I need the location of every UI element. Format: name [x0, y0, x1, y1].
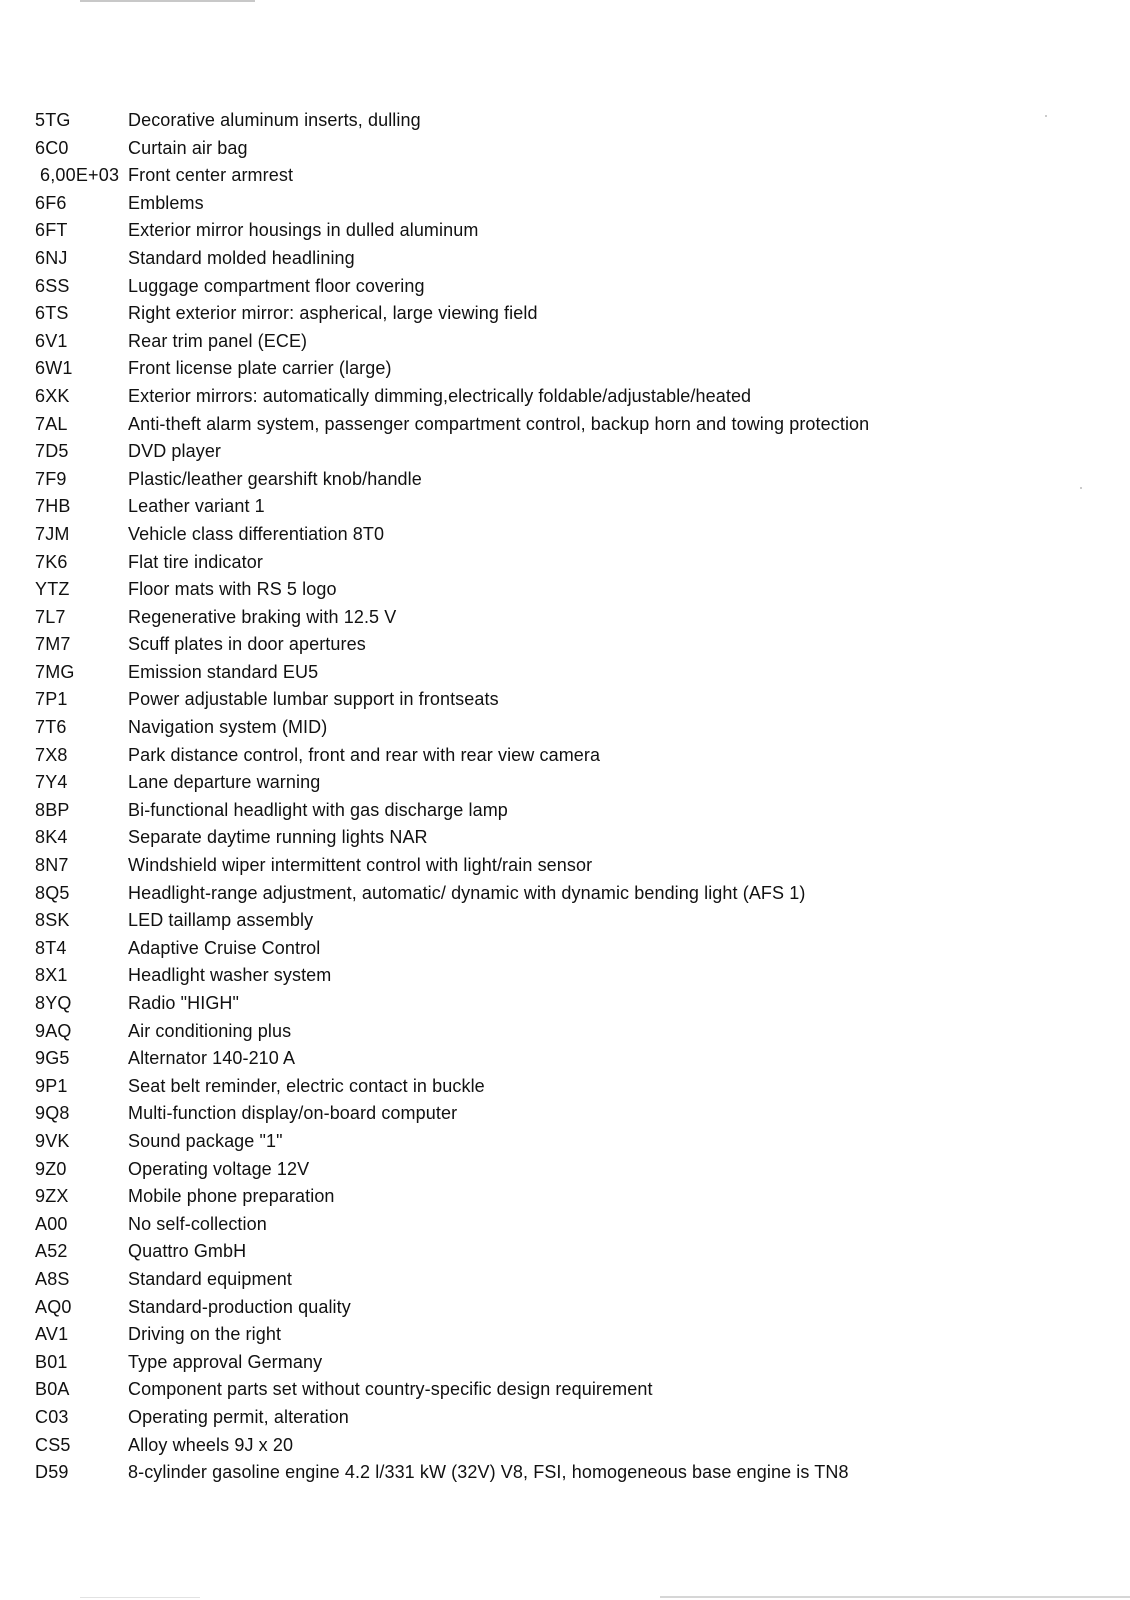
option-row — [0, 300, 1130, 328]
option-description: Right exterior mirror: aspherical, large viewing field — [128, 303, 538, 324]
option-row — [0, 1349, 1130, 1377]
option-row — [0, 107, 1130, 135]
option-code: 7MG — [35, 661, 75, 682]
option-code: 7AL — [35, 413, 68, 434]
option-description: Driving on the right — [128, 1324, 282, 1345]
option-row — [0, 1156, 1130, 1184]
option-description: Alternator 140-210 A — [128, 1048, 296, 1069]
option-row — [0, 576, 1130, 604]
option-code: 7T6 — [35, 717, 67, 738]
option-description: Bi-functional headlight with gas discharge lamp — [128, 799, 508, 820]
option-description: Headlight-range adjustment, automatic/ dynamic with dynamic bending light (AFS 1) — [128, 882, 806, 903]
option-row — [0, 962, 1130, 990]
option-description: 8-cylinder gasoline engine 4.2 l/331 kW (32V) V8, FSI, homogeneous base engine is TN8 — [128, 1462, 849, 1483]
option-row — [0, 631, 1130, 659]
option-row — [0, 686, 1130, 714]
option-code: B0A — [35, 1379, 70, 1400]
scan-edge-line-top — [80, 0, 255, 2]
option-description: Windshield wiper intermittent control with light/rain sensor — [128, 855, 593, 876]
option-description: Alloy wheels 9J x 20 — [128, 1434, 294, 1455]
option-code: 7K6 — [35, 551, 68, 572]
option-row — [0, 742, 1130, 770]
option-description: Standard molded headlining — [128, 247, 355, 268]
option-description: Quattro GmbH — [128, 1241, 247, 1262]
option-description: Headlight washer system — [128, 965, 332, 986]
option-row — [0, 217, 1130, 245]
option-row — [0, 1404, 1130, 1432]
option-description: DVD player — [128, 441, 222, 462]
option-row — [0, 466, 1130, 494]
option-code: 7JM — [35, 523, 70, 544]
option-row — [0, 852, 1130, 880]
option-description: Power adjustable lumbar support in frontseats — [128, 689, 499, 710]
option-description: Luggage compartment floor covering — [128, 275, 425, 296]
option-description: Seat belt reminder, electric contact in buckle — [128, 1075, 485, 1096]
option-code: 6W1 — [35, 358, 73, 379]
option-description: Air conditioning plus — [128, 1020, 292, 1041]
option-code: CS5 — [35, 1434, 71, 1455]
option-code: 5TG — [35, 110, 71, 130]
option-code: 6TS — [35, 303, 69, 324]
option-description: Exterior mirrors: automatically dimming,electrically foldable/adjustable/heated — [128, 385, 752, 406]
option-description: Plastic/leather gearshift knob/handle — [128, 468, 422, 489]
option-row — [0, 1128, 1130, 1156]
option-description: LED taillamp assembly — [128, 910, 314, 931]
option-description: No self-collection — [128, 1213, 267, 1234]
option-code: 9G5 — [35, 1048, 70, 1069]
option-description: Standard equipment — [128, 1268, 292, 1289]
option-code: 7P1 — [35, 689, 68, 710]
option-code: 8YQ — [35, 993, 72, 1013]
option-row — [0, 1073, 1130, 1101]
option-code: 9Z0 — [35, 1158, 67, 1179]
option-code: 8SK — [35, 910, 70, 931]
option-code: 6XK — [35, 385, 70, 406]
option-row — [0, 355, 1130, 383]
option-row — [0, 880, 1130, 908]
option-description: Front license plate carrier (large) — [128, 358, 392, 379]
option-description: Front center armrest — [128, 165, 294, 186]
option-description: Operating voltage 12V — [128, 1158, 310, 1179]
option-description: Navigation system (MID) — [128, 717, 328, 738]
option-row — [0, 1018, 1130, 1046]
option-description: Decorative aluminum inserts, dulling — [128, 110, 421, 130]
option-description: Flat tire indicator — [128, 551, 263, 572]
option-code: 7M7 — [35, 634, 71, 655]
option-description: Scuff plates in door apertures — [128, 634, 366, 655]
option-code: 6NJ — [35, 247, 68, 268]
option-code: 6FT — [35, 220, 68, 241]
option-code: A8S — [35, 1268, 70, 1289]
option-row — [0, 135, 1130, 163]
option-row — [0, 797, 1130, 825]
option-row — [0, 1238, 1130, 1266]
option-code: YTZ — [35, 579, 70, 600]
option-row — [0, 383, 1130, 411]
option-row — [0, 438, 1130, 466]
option-description: Component parts set without country-specific design requirement — [128, 1379, 653, 1400]
option-description: Adaptive Cruise Control — [128, 937, 321, 958]
option-code: 7X8 — [35, 744, 68, 765]
option-description: Standard-production quality — [128, 1296, 351, 1317]
option-code: 7D5 — [35, 441, 69, 462]
option-code: A00 — [35, 1213, 68, 1234]
option-code: A52 — [35, 1241, 68, 1262]
option-row — [0, 990, 1130, 1018]
option-code: 6C0 — [35, 137, 69, 158]
option-row — [0, 1294, 1130, 1322]
option-row — [0, 604, 1130, 632]
option-description: Operating permit, alteration — [128, 1406, 349, 1427]
option-row — [0, 521, 1130, 549]
option-description: Type approval Germany — [128, 1351, 323, 1372]
option-row — [0, 190, 1130, 218]
option-row — [0, 1183, 1130, 1211]
option-code: 6V1 — [35, 330, 68, 351]
option-description: Anti-theft alarm system, passenger compartment control, backup horn and towing protection — [128, 413, 870, 434]
option-description: Floor mats with RS 5 logo — [128, 579, 337, 600]
option-row — [0, 1266, 1130, 1294]
option-description: Separate daytime running lights NAR — [128, 827, 428, 848]
option-row — [0, 1045, 1130, 1073]
option-row — [0, 1211, 1130, 1239]
option-code: 7Y4 — [35, 772, 68, 793]
option-description: Multi-function display/on-board computer — [128, 1103, 458, 1124]
option-row — [0, 162, 1130, 190]
option-code: AV1 — [35, 1324, 69, 1345]
option-description: Curtain air bag — [128, 137, 248, 158]
option-row — [0, 824, 1130, 852]
option-code: 9Q8 — [35, 1103, 70, 1124]
option-code: B01 — [35, 1351, 68, 1372]
option-description: Lane departure warning — [128, 772, 321, 793]
scan-edge-line-bottom — [660, 1596, 1130, 1598]
option-row — [0, 714, 1130, 742]
option-code: 6F6 — [35, 192, 67, 213]
option-description: Rear trim panel (ECE) — [128, 330, 308, 351]
option-code: 6,00E+03 — [40, 165, 120, 186]
option-description: Radio "HIGH" — [128, 993, 240, 1013]
option-row — [0, 549, 1130, 577]
option-code: AQ0 — [35, 1296, 72, 1317]
option-row — [0, 273, 1130, 301]
option-row — [0, 1432, 1130, 1460]
equipment-options-list — [0, 107, 1130, 1487]
option-row — [0, 935, 1130, 963]
scan-edge-line-bottom-left — [80, 1597, 200, 1598]
option-row — [0, 328, 1130, 356]
option-row — [0, 1459, 1130, 1487]
option-code: 6SS — [35, 275, 70, 296]
option-description: Regenerative braking with 12.5 V — [128, 606, 397, 627]
option-row — [0, 659, 1130, 687]
option-row — [0, 769, 1130, 797]
option-code: 7HB — [35, 496, 71, 517]
option-description: Emblems — [128, 192, 204, 213]
option-code: 8T4 — [35, 937, 67, 958]
option-row — [0, 907, 1130, 935]
option-code: 8Q5 — [35, 882, 70, 903]
option-description: Sound package "1" — [128, 1130, 283, 1151]
option-code: 8K4 — [35, 827, 68, 848]
option-description: Emission standard EU5 — [128, 661, 319, 682]
option-code: D59 — [35, 1462, 69, 1483]
option-description: Leather variant 1 — [128, 496, 265, 517]
option-code: 8BP — [35, 799, 70, 820]
option-code: 9P1 — [35, 1075, 68, 1096]
option-code: C03 — [35, 1406, 69, 1427]
option-row — [0, 1321, 1130, 1349]
option-code: 9VK — [35, 1130, 70, 1151]
option-code: 8N7 — [35, 855, 69, 876]
option-code: 9ZX — [35, 1186, 69, 1207]
option-row — [0, 1376, 1130, 1404]
option-description: Park distance control, front and rear with rear view camera — [128, 744, 601, 765]
option-row — [0, 245, 1130, 273]
option-row — [0, 493, 1130, 521]
option-row — [0, 411, 1130, 439]
option-description: Exterior mirror housings in dulled aluminum — [128, 220, 479, 241]
option-code: 9AQ — [35, 1020, 72, 1041]
option-code: 8X1 — [35, 965, 68, 986]
option-code: 7F9 — [35, 468, 67, 489]
option-code: 7L7 — [35, 606, 66, 627]
option-description: Vehicle class differentiation 8T0 — [128, 523, 385, 544]
option-description: Mobile phone preparation — [128, 1186, 335, 1207]
option-row — [0, 1100, 1130, 1128]
